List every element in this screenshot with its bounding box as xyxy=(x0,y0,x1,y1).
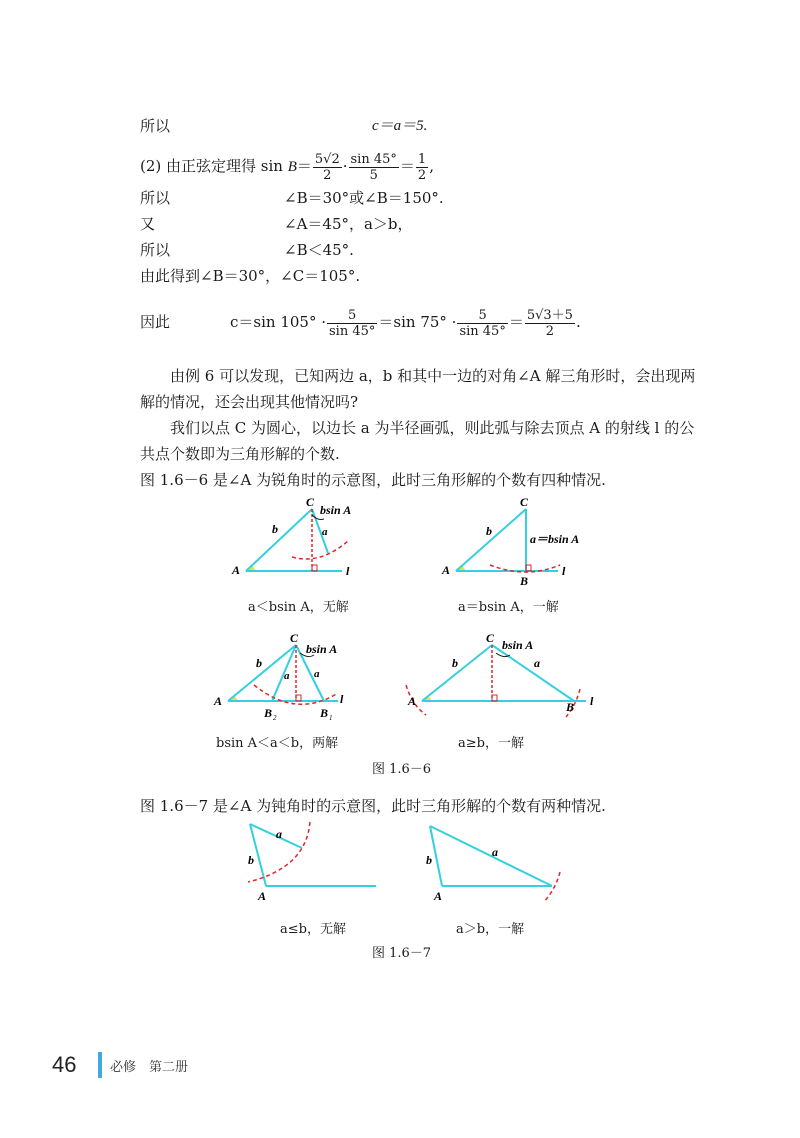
fraction-result: $\frac{5√3+5}{2}$ xyxy=(526,307,573,339)
fig6-case1-diagram xyxy=(231,495,351,578)
figure-1-6-7 xyxy=(230,818,570,908)
label-B1-sub: 1 xyxy=(329,714,333,722)
footer-accent-bar xyxy=(98,1052,102,1078)
fig7-title: 图 1.6－7 xyxy=(372,946,432,961)
side-b xyxy=(456,509,526,571)
label-A: A xyxy=(434,889,443,903)
fig6-case1-caption: a＜bsin A，无解 xyxy=(248,600,349,615)
comma: , xyxy=(429,157,434,175)
equals-sign: ＝ xyxy=(399,157,415,175)
solution-line-6: 由此得到∠B＝30°，∠C＝105°. xyxy=(140,267,361,285)
label-b: b xyxy=(256,656,262,670)
label-b: b xyxy=(486,524,492,538)
fig6-case4-diagram xyxy=(406,631,594,717)
label-B2: B xyxy=(264,706,273,720)
expr-part-b: ＝sin 75° · xyxy=(378,313,457,331)
label-a-left: a xyxy=(284,670,290,682)
label-a-right: a xyxy=(314,668,320,680)
label-bsinA: bsin A xyxy=(306,642,338,656)
label-b: b xyxy=(426,853,432,867)
label-l: l xyxy=(562,564,566,578)
solution-line-2 xyxy=(140,146,434,187)
period: . xyxy=(575,313,581,331)
fraction-5root2-over-2: $\frac{5√2}{2}$ xyxy=(314,151,340,183)
fig7-case2-diagram xyxy=(426,826,560,903)
fig6-case4-caption: a≥b，一解 xyxy=(458,736,524,751)
side-a xyxy=(430,826,552,886)
arc-radius-a xyxy=(292,541,348,559)
label-l: l xyxy=(340,692,344,706)
solution-label-1: 所以 xyxy=(140,117,171,135)
label-A: A xyxy=(442,563,451,577)
label-a: a xyxy=(322,526,328,538)
dot: · xyxy=(342,157,348,175)
solution-label-4: 又 xyxy=(140,215,156,233)
label-A: A xyxy=(214,694,223,708)
label-b: b xyxy=(248,853,254,867)
label-C: C xyxy=(290,631,299,645)
fraction-1-over-2: $\frac{1}{2}$ xyxy=(417,151,427,183)
label-a: a xyxy=(276,827,282,841)
solution-label-3: 所以 xyxy=(140,189,171,207)
label-C: C xyxy=(486,631,495,645)
label-B: B xyxy=(520,574,529,588)
label-a: a xyxy=(492,845,498,859)
solution-eq-5: ∠B＜45°. xyxy=(284,241,354,259)
side-a xyxy=(492,645,574,701)
paragraph-1-line-2: 解的情况，还会出现其他情况吗? xyxy=(140,393,359,411)
book-title: 必修 第二册 xyxy=(110,1060,189,1075)
paragraph-3: 图 1.6－6 是∠A 为锐角时的示意图，此时三角形解的个数有四种情况. xyxy=(140,471,606,489)
label-l: l xyxy=(346,564,350,578)
solution-line-7 xyxy=(230,302,581,342)
equals-sign: ＝ xyxy=(508,313,524,331)
label-bsinA: bsin A xyxy=(320,503,352,517)
label-B2-sub: 2 xyxy=(273,714,277,722)
fig7-case1-diagram xyxy=(248,822,376,903)
side-b xyxy=(422,645,492,701)
label-A: A xyxy=(408,694,417,708)
fig7-case2-caption: a＞b，一解 xyxy=(456,922,525,937)
fig6-case2-caption: a＝bsin A，一解 xyxy=(458,600,559,615)
expr-part-a: c＝sin 105° · xyxy=(230,313,326,331)
label-a: a xyxy=(534,656,540,670)
solution-eq-1: c＝a＝5. xyxy=(372,118,428,134)
label-C: C xyxy=(306,495,315,509)
label-B1: B xyxy=(320,706,329,720)
solution-eq-3: ∠B＝30°或∠B＝150°. xyxy=(284,189,444,207)
fraction-5-over-sin45: $\frac{5}{\sin 45^\circ}$ xyxy=(329,307,376,339)
label-b: b xyxy=(452,656,458,670)
angle-B: B xyxy=(287,159,297,175)
paragraph-1-line-1: 由例 6 可以发现，已知两边 a，b 和其中一边的对角∠A 解三角形时，会出现两 xyxy=(170,367,696,385)
paragraph-4: 图 1.6－7 是∠A 为钝角时的示意图，此时三角形解的个数有两种情况. xyxy=(140,797,606,815)
solution-label-5: 所以 xyxy=(140,241,171,259)
fig6-case3-diagram xyxy=(213,631,344,722)
label-B: B xyxy=(566,700,575,714)
fraction-5-over-sin45-2: $\frac{5}{\sin 45^\circ}$ xyxy=(459,307,506,339)
side-b xyxy=(246,509,312,571)
label-b: b xyxy=(272,522,278,536)
equals-sign: ＝ xyxy=(296,157,312,175)
fig7-case1-caption: a≤b，无解 xyxy=(280,922,346,937)
sine-rule-prefix: (2) 由正弦定理得 sin xyxy=(140,157,288,175)
solution-eq-4: ∠A＝45°，a＞b， xyxy=(284,215,413,233)
paragraph-2-line-1: 我们以点 C 为圆心，以边长 a 为半径画弧，则此弧与除去顶点 A 的射线 l 的公 xyxy=(170,419,695,437)
solution-label-7: 因此 xyxy=(140,313,171,331)
label-C: C xyxy=(520,495,529,509)
label-bsinA: bsin A xyxy=(502,638,534,652)
label-a-eq-bsinA: a＝bsin A xyxy=(530,532,580,546)
label-A: A xyxy=(258,889,267,903)
label-A: A xyxy=(232,563,241,577)
label-l: l xyxy=(590,694,594,708)
fig6-case3-caption: bsin A＜a＜b，两解 xyxy=(216,736,339,751)
fig6-case2-diagram xyxy=(441,495,579,588)
paragraph-2-line-2: 共点个数即为三角形解的个数. xyxy=(140,445,340,463)
page-number: 46 xyxy=(52,1052,77,1077)
fig6-title: 图 1.6－6 xyxy=(372,762,432,777)
fraction-sin45-over-5: $\frac{\sin 45^\circ}{5}$ xyxy=(350,151,397,183)
